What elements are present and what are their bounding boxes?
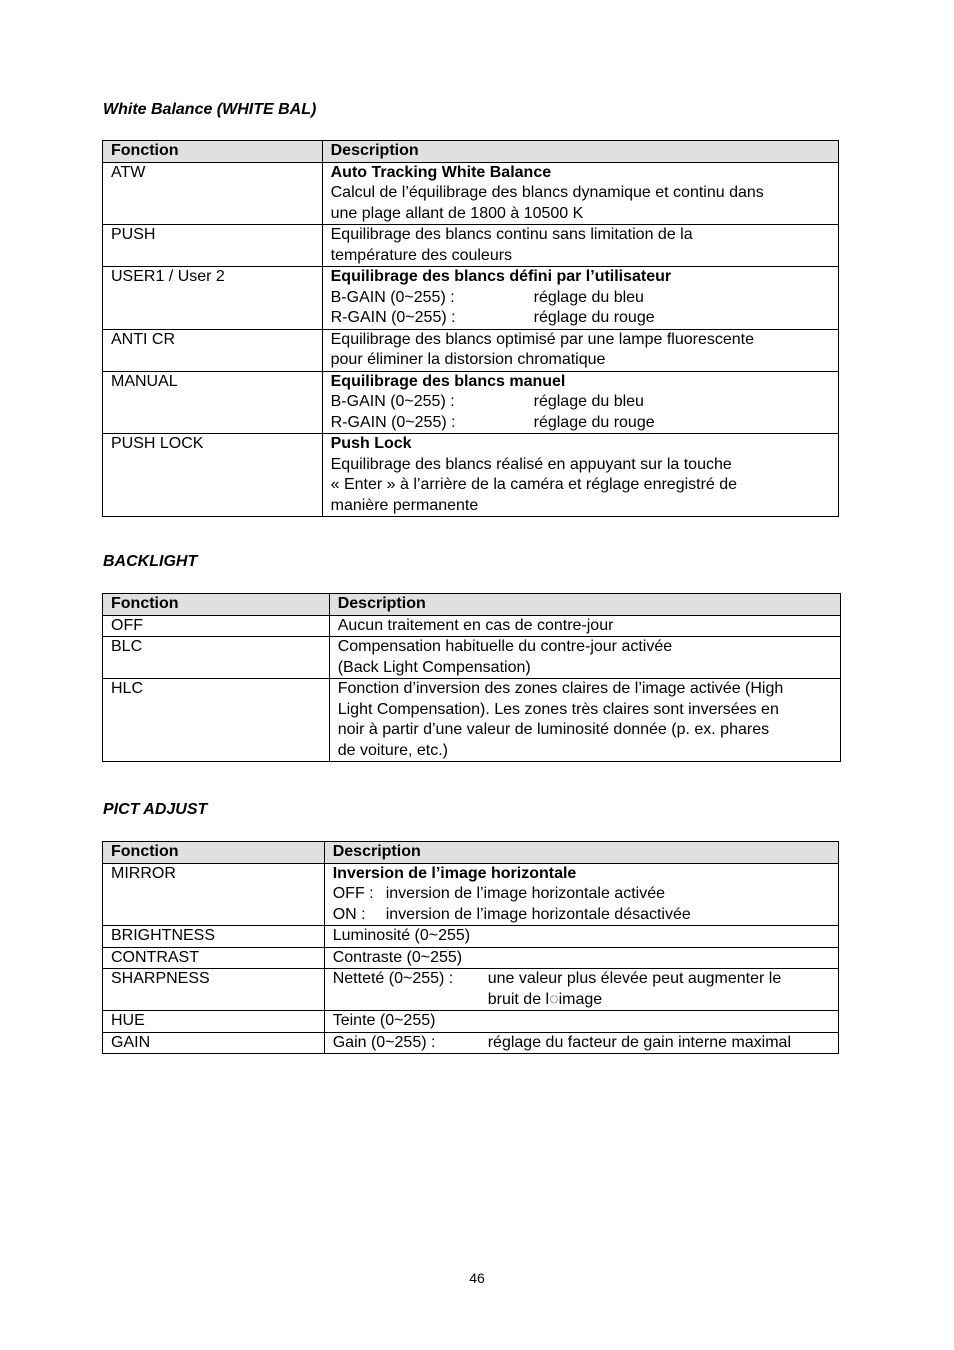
description-cell: Gain (0~255) : réglage du facteur de gain interne maximal [324,1032,838,1054]
table-row [103,329,839,371]
table-row [103,225,839,267]
table-row [103,162,839,225]
header-fonction: Fonction [103,842,325,864]
fonction-cell: MIRROR [103,863,325,926]
table-row [103,679,841,762]
header-description: Description [329,594,840,616]
table-row [103,267,839,330]
table-header-row [103,594,841,616]
fonction-cell: PUSH LOCK [103,434,323,517]
description-cell: Luminosité (0~255) [324,926,838,948]
fonction-cell: ANTI CR [103,329,323,371]
table-row [103,371,839,434]
table-row [103,947,839,969]
fonction-cell: USER1 / User 2 [103,267,323,330]
fonction-cell: BLC [103,637,330,679]
pict-adjust-table [102,841,839,1054]
description-cell: Fonction d’inversion des zones claires de l’image activée (High Light Compensation). Les zones très claires sont inversées en noir à partir d’une valeur de luminosité donnée (p. ex. phares de voiture, etc.) [329,679,840,762]
fonction-cell: ATW [103,162,323,225]
section-title-white-balance: White Balance (WHITE BAL) [103,101,317,118]
section-title-backlight: BACKLIGHT [103,553,198,570]
fonction-cell: HLC [103,679,330,762]
table-row [103,615,841,637]
fonction-cell: OFF [103,615,330,637]
description-cell: Contraste (0~255) [324,947,838,969]
description-cell: Aucun traitement en cas de contre-jour [329,615,840,637]
table-row [103,926,839,948]
white-balance-table [102,140,839,517]
header-fonction: Fonction [103,594,330,616]
description-cell: Push Lock Equilibrage des blancs réalisé en appuyant sur la touche « Enter » à l’arrière de la caméra et réglage enregistré de manière permanente [322,434,838,517]
table-row [103,863,839,926]
description-cell: Equilibrage des blancs optimisé par une lampe fluorescente pour éliminer la distorsion chromatique [322,329,838,371]
table-row [103,969,839,1011]
description-cell: Equilibrage des blancs manuel B-GAIN (0~255) : réglage du bleu R-GAIN (0~255) : réglage du rouge [322,371,838,434]
header-fonction: Fonction [103,141,323,163]
backlight-table [102,593,841,762]
page-number: 46 [469,1270,485,1286]
description-cell: Compensation habituelle du contre-jour activée (Back Light Compensation) [329,637,840,679]
description-cell: Inversion de l’image horizontale OFF : inversion de l’image horizontale activée ON : inversion de l’image horizontale désactivée [324,863,838,926]
fonction-cell: GAIN [103,1032,325,1054]
fonction-cell: HUE [103,1011,325,1033]
fonction-cell: MANUAL [103,371,323,434]
header-description: Description [322,141,838,163]
fonction-cell: SHARPNESS [103,969,325,1011]
fonction-cell: CONTRAST [103,947,325,969]
table-header-row [103,842,839,864]
description-cell: Equilibrage des blancs défini par l’utilisateur B-GAIN (0~255) : réglage du bleu R-GAIN (0~255) : réglage du rouge [322,267,838,330]
description-cell: Equilibrage des blancs continu sans limitation de la température des couleurs [322,225,838,267]
table-row [103,1032,839,1054]
section-title-pict-adjust: PICT ADJUST [103,801,208,818]
description-cell: Netteté (0~255) : une valeur plus élevée peut augmenter le bruit de l◌image [324,969,838,1011]
fonction-cell: BRIGHTNESS [103,926,325,948]
description-cell: Auto Tracking White Balance Calcul de l’équilibrage des blancs dynamique et continu dans une plage allant de 1800 à 10500 K [322,162,838,225]
header-description: Description [324,842,838,864]
table-header-row [103,141,839,163]
fonction-cell: PUSH [103,225,323,267]
table-row [103,434,839,517]
table-row [103,637,841,679]
table-row [103,1011,839,1033]
description-cell: Teinte (0~255) [324,1011,838,1033]
